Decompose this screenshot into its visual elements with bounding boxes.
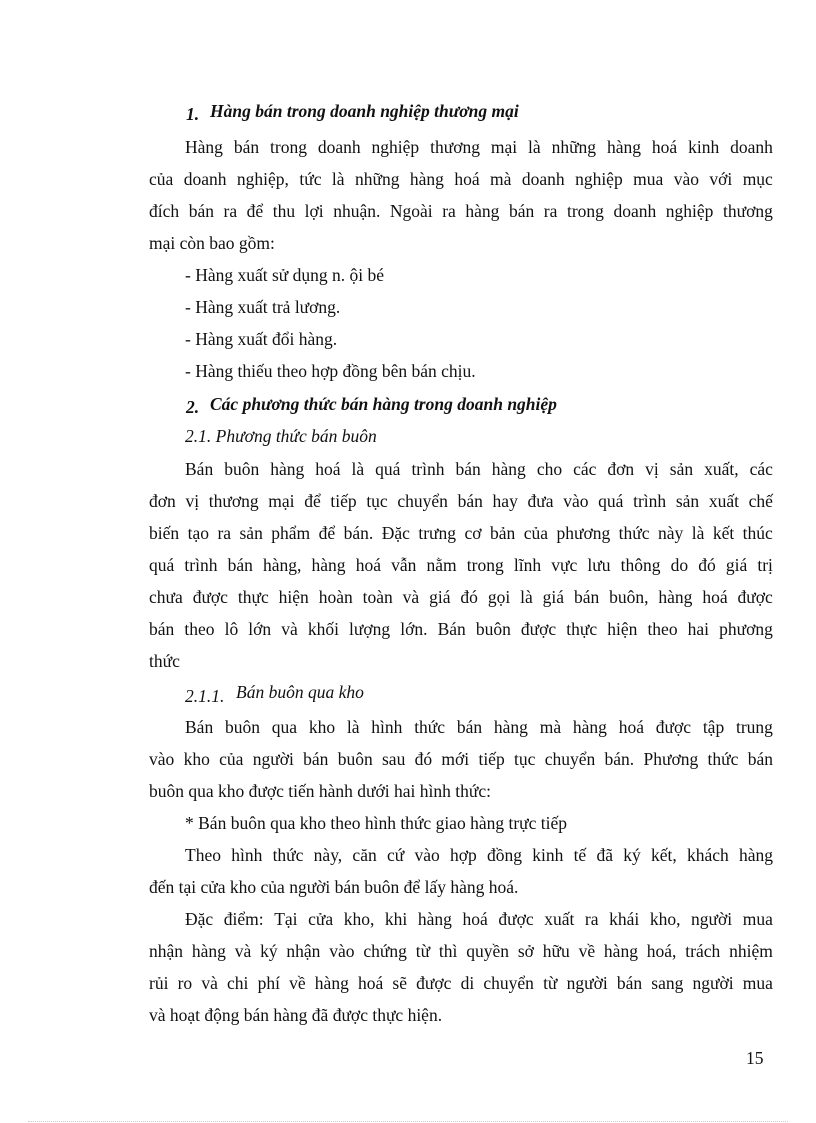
word: đơn <box>607 459 635 479</box>
word: phương <box>556 523 611 543</box>
para-line: và hoạt động bán hàng đã được thực hiện. <box>149 1005 443 1025</box>
word: bán <box>616 973 643 993</box>
list-item: - Hàng xuất sử dụng n. ội bé <box>185 265 385 285</box>
word: cho <box>536 459 563 479</box>
word: đó <box>414 749 433 769</box>
word: hoá <box>454 169 480 189</box>
para-line <box>149 972 773 994</box>
para-line <box>149 554 773 576</box>
word: bán <box>457 491 483 511</box>
word: biến <box>149 523 180 543</box>
word: vị <box>185 491 200 511</box>
word: thực <box>237 587 269 607</box>
word: thức <box>618 523 650 543</box>
word: vực <box>551 555 578 575</box>
word: hàng <box>417 909 452 929</box>
word: thông <box>620 555 661 575</box>
para-line <box>149 200 773 222</box>
word: tục <box>514 749 536 769</box>
word: hàng <box>658 587 693 607</box>
subsection-2-1-1-heading: Bán buôn qua kho <box>236 682 364 702</box>
word: đó <box>460 587 478 607</box>
word: bán <box>188 201 214 221</box>
word: xuất <box>708 491 739 511</box>
word: hoá <box>357 973 384 993</box>
word: rủi <box>149 973 169 993</box>
word: Phương <box>643 749 699 769</box>
word: nhuận. <box>333 201 381 221</box>
word: kho <box>308 717 336 737</box>
word: thương <box>722 201 773 221</box>
word: Bán <box>185 459 214 479</box>
word: hoá <box>651 137 678 157</box>
word: khối <box>307 619 339 639</box>
word: quyền <box>466 941 509 961</box>
word: sản <box>239 523 263 543</box>
word: hợp <box>449 845 477 865</box>
subsection-2-1-1-number: 2.1.1. <box>185 686 225 706</box>
word: ra <box>217 523 232 543</box>
word: thúc <box>742 523 773 543</box>
word: Bán <box>185 717 214 737</box>
para-line <box>185 136 773 158</box>
word: người <box>692 973 734 993</box>
word: là <box>520 587 533 607</box>
word: là <box>691 523 705 543</box>
section-1-number: 1. <box>186 104 200 124</box>
word: sản <box>675 491 700 511</box>
word: được <box>192 587 228 607</box>
section-2-number: 2. <box>186 397 200 417</box>
word: các <box>749 459 773 479</box>
word: vào <box>414 845 440 865</box>
word: lớn. <box>400 619 428 639</box>
word: sang <box>651 973 684 993</box>
word: trách <box>685 941 721 961</box>
word: Theo <box>185 845 221 865</box>
word: chế <box>748 491 773 511</box>
para-line <box>149 522 773 544</box>
word: theo <box>647 619 678 639</box>
word: nhận <box>149 941 184 961</box>
word: được <box>498 909 534 929</box>
word: hiện <box>278 587 309 607</box>
word: những <box>354 169 400 189</box>
word: kho, <box>343 909 375 929</box>
word: tạo <box>187 523 209 543</box>
word: những <box>551 137 597 157</box>
word: gọi <box>487 587 511 607</box>
word: được <box>655 717 692 737</box>
word: buôn <box>224 459 260 479</box>
word: bán <box>456 717 483 737</box>
word: trong <box>466 555 504 575</box>
list-item: - Hàng xuất đổi hàng. <box>185 329 338 349</box>
word: kết, <box>650 845 677 865</box>
word: hoá <box>315 459 341 479</box>
word: tập <box>702 717 725 737</box>
para-line <box>185 908 773 930</box>
word: sẽ <box>392 973 407 993</box>
para-line <box>149 586 773 608</box>
word: bán <box>747 749 773 769</box>
word: bán <box>455 459 481 479</box>
word: mua <box>742 909 773 929</box>
word: vào <box>329 941 355 961</box>
word: là <box>528 137 541 157</box>
para-line: đến tại cửa kho của người bán buôn để lấy hàng hoá. <box>149 877 519 897</box>
word: hay <box>492 491 518 511</box>
word: bán <box>573 587 600 607</box>
word: doanh <box>730 137 773 157</box>
word: doanh <box>613 201 657 221</box>
word: hai <box>687 619 710 639</box>
word: ro <box>177 973 193 993</box>
word: toàn <box>362 587 393 607</box>
word: doanh <box>183 169 227 189</box>
word: vị <box>645 459 659 479</box>
para-line <box>149 940 773 962</box>
word: chứng <box>363 941 407 961</box>
word: này, <box>313 845 343 865</box>
word: mà <box>539 717 562 737</box>
word: tiếp <box>478 749 505 769</box>
para-line <box>149 748 773 770</box>
word: trung <box>735 717 773 737</box>
word: thức <box>414 717 446 737</box>
word: kho, <box>649 909 681 929</box>
word: Tại <box>274 909 298 929</box>
word: hàng <box>270 459 305 479</box>
para-line <box>185 844 773 866</box>
word: hoàn <box>318 587 353 607</box>
word: mục <box>742 169 773 189</box>
word: trong <box>270 137 307 157</box>
word: ra <box>584 909 599 929</box>
word: nhiệm <box>729 941 773 961</box>
word: và <box>201 973 218 993</box>
word: hoá <box>462 909 488 929</box>
word: hàng <box>465 201 500 221</box>
word: hàng <box>314 973 349 993</box>
word: phí <box>257 973 280 993</box>
word: Đặc <box>185 909 214 929</box>
word: của <box>219 749 244 769</box>
word: chuyển <box>544 749 596 769</box>
word: thu <box>272 201 296 221</box>
word: khách <box>686 845 729 865</box>
word: từ <box>543 973 558 993</box>
word: quá <box>149 555 175 575</box>
word: nghiệp <box>575 169 623 189</box>
bullet-line: * Bán buôn qua kho theo hình thức giao hàng trực tiếp <box>185 813 568 833</box>
word: buôn, <box>609 587 649 607</box>
word: thương <box>430 137 480 157</box>
word: tức <box>299 169 322 189</box>
word: hàng <box>191 941 226 961</box>
word: đó <box>698 555 716 575</box>
footer-divider <box>28 1121 788 1122</box>
word: ra <box>543 201 558 221</box>
word: từ <box>415 941 431 961</box>
word: tục <box>366 491 388 511</box>
para-line <box>185 716 773 738</box>
word: trình <box>411 459 445 479</box>
word: bán <box>149 619 175 639</box>
word: ký <box>623 845 641 865</box>
word: hoá, <box>646 941 677 961</box>
word: được <box>737 587 773 607</box>
word: lô <box>224 619 239 639</box>
word: là <box>346 717 360 737</box>
word: mới <box>441 749 470 769</box>
word: sản <box>669 459 694 479</box>
word: bán <box>508 201 535 221</box>
word: hàng <box>606 137 641 157</box>
word: người <box>566 973 608 993</box>
word: phẩm <box>271 523 311 543</box>
word: để <box>304 491 321 511</box>
word: của <box>149 169 174 189</box>
word: doanh <box>317 137 361 157</box>
word: trong <box>566 201 604 221</box>
word: Bán <box>437 619 466 639</box>
word: người <box>252 749 294 769</box>
word: tế <box>573 845 587 865</box>
word: hoá <box>702 587 728 607</box>
word: bán. <box>604 749 635 769</box>
word: và <box>234 941 252 961</box>
word: cửa <box>308 909 334 929</box>
word: nghiệp <box>371 137 420 157</box>
word: bán <box>303 749 329 769</box>
word: Hàng <box>185 137 223 157</box>
word: hình <box>231 845 263 865</box>
word: mua <box>633 169 664 189</box>
word: kết <box>712 523 735 543</box>
word: theo <box>184 619 215 639</box>
word: hàng <box>409 169 444 189</box>
para-line: mại còn bao gồm: <box>149 233 275 253</box>
para-line <box>185 458 773 480</box>
word: nằm <box>426 555 457 575</box>
word: để <box>318 523 336 543</box>
word: thực <box>566 619 598 639</box>
word: giá <box>542 587 565 607</box>
word: thương <box>208 491 259 511</box>
word: buôn <box>224 717 260 737</box>
word: này <box>658 523 684 543</box>
word: cơ <box>464 523 482 543</box>
word: hàng <box>493 717 528 737</box>
word: thức <box>272 845 304 865</box>
word: bán. <box>343 523 374 543</box>
word: và <box>281 619 298 639</box>
word: hình <box>371 717 403 737</box>
word: nghiệp, <box>236 169 289 189</box>
word: trưng <box>418 523 457 543</box>
para-line <box>149 490 773 512</box>
word: đích <box>149 201 180 221</box>
word: hàng <box>572 717 607 737</box>
word: đã <box>596 845 613 865</box>
word: khái <box>609 909 640 929</box>
word: nhận <box>286 941 321 961</box>
word: ra <box>223 201 238 221</box>
word: trị <box>757 555 773 575</box>
word: căn <box>352 845 377 865</box>
word: lưu <box>587 555 611 575</box>
word: các <box>573 459 597 479</box>
word: được <box>416 973 452 993</box>
subsection-2-1-heading: 2.1. Phương thức bán buôn <box>185 426 377 446</box>
word: ký <box>260 941 278 961</box>
word: Ngoài <box>389 201 433 221</box>
word: mại <box>490 137 518 157</box>
word: hoá <box>355 555 381 575</box>
word: di <box>460 973 475 993</box>
word: ra <box>442 201 456 221</box>
word: doanh <box>521 169 565 189</box>
word: chuyển <box>483 973 534 993</box>
word: trình <box>184 555 218 575</box>
word: mại <box>268 491 295 511</box>
word: nghiệp <box>665 201 714 221</box>
para-line <box>149 618 773 640</box>
list-item: - Hàng thiếu theo hợp đồng bên bán chịu. <box>185 361 476 381</box>
word: về <box>578 941 596 961</box>
para-line <box>149 168 773 190</box>
word: thức <box>707 749 739 769</box>
word: về <box>289 973 306 993</box>
word: xuất <box>544 909 575 929</box>
word: buôn <box>337 749 373 769</box>
word: là <box>331 169 345 189</box>
word: hiện <box>607 619 638 639</box>
word: hoá <box>618 717 644 737</box>
word: hàng <box>491 459 526 479</box>
word: được <box>520 619 557 639</box>
word: hàng <box>603 941 638 961</box>
word: xuất, <box>704 459 739 479</box>
word: quá <box>598 491 624 511</box>
word: trình <box>633 491 667 511</box>
word: người <box>691 909 733 929</box>
word: tiếp <box>330 491 357 511</box>
word: mà <box>490 169 512 189</box>
word: với <box>709 169 733 189</box>
word: vào <box>673 169 699 189</box>
word: sau <box>382 749 406 769</box>
word: kinh <box>532 845 564 865</box>
word: điểm: <box>223 909 264 929</box>
word: đơn <box>149 491 176 511</box>
word: của <box>523 523 549 543</box>
word: giá <box>725 555 748 575</box>
word: thì <box>438 941 458 961</box>
word: để <box>246 201 264 221</box>
word: vẫn <box>391 555 417 575</box>
section-2-heading: Các phương thức bán hàng trong doanh nghiệp <box>210 394 557 414</box>
word: cứ <box>386 845 405 865</box>
word: quá <box>375 459 401 479</box>
word: bán <box>233 137 260 157</box>
word: buôn <box>475 619 511 639</box>
list-item: - Hàng xuất trả lương. <box>185 297 341 317</box>
word: hàng <box>311 555 346 575</box>
word: phương <box>719 619 773 639</box>
word: Đặc <box>381 523 410 543</box>
word: đồng <box>486 845 522 865</box>
word: bản <box>489 523 516 543</box>
word: giá <box>429 587 451 607</box>
word: lượng <box>349 619 391 639</box>
para-line: thức <box>149 651 180 671</box>
para-line: buôn qua kho được tiến hành dưới hai hình thức: <box>149 781 491 801</box>
word: và <box>402 587 420 607</box>
word: chuyển <box>397 491 448 511</box>
word: kho <box>183 749 210 769</box>
word: qua <box>271 717 298 737</box>
page-number: 15 <box>746 1048 764 1068</box>
word: lớn <box>248 619 272 639</box>
word: là <box>351 459 365 479</box>
word: kinh <box>688 137 720 157</box>
word: vào <box>563 491 589 511</box>
word: lĩnh <box>513 555 542 575</box>
word: bán <box>227 555 253 575</box>
word: lợi <box>304 201 324 221</box>
word: hàng, <box>263 555 302 575</box>
word: mua <box>742 973 773 993</box>
word: khi <box>384 909 408 929</box>
word: chưa <box>149 587 183 607</box>
word: đưa <box>527 491 554 511</box>
word: hàng <box>738 845 773 865</box>
word: sở <box>517 941 534 961</box>
word: do <box>670 555 689 575</box>
word: hữu <box>542 941 570 961</box>
section-1-heading: Hàng bán trong doanh nghiệp thương mại <box>210 101 519 121</box>
word: chi <box>227 973 249 993</box>
word: vào <box>149 749 175 769</box>
